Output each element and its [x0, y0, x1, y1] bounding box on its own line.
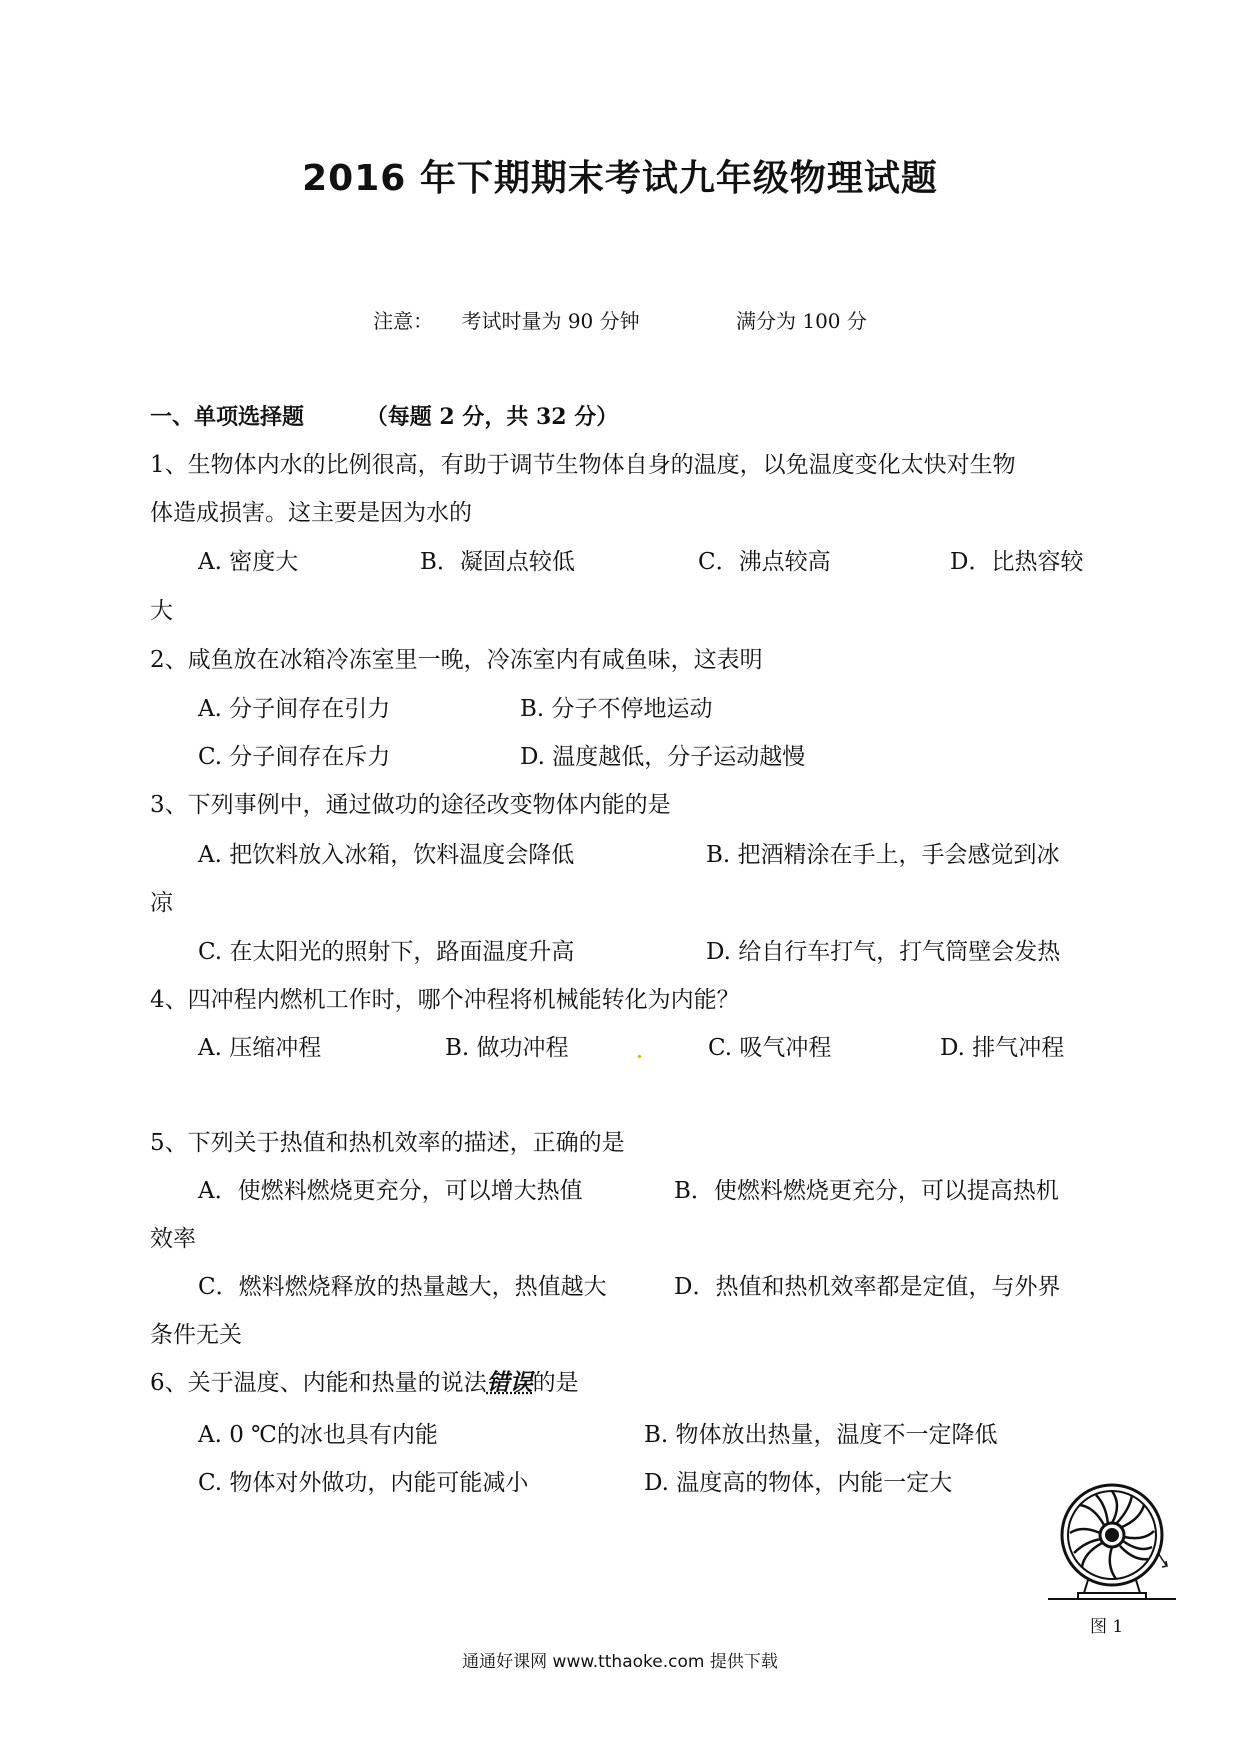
- q2-option-b: B. 分子不停地运动: [520, 696, 713, 722]
- q6-option-c: C. 物体对外做功，内能可能减小: [198, 1470, 529, 1496]
- q1-option-d-wrap: 大: [150, 598, 173, 624]
- q1-option-b: B．凝固点较低: [420, 549, 575, 575]
- q6-stem-post: 的是: [532, 1370, 579, 1396]
- q1-stem-line2: 体造成损害。这主要是因为水的: [150, 500, 472, 526]
- q5-option-c: C．燃料燃烧释放的热量越大，热值越大: [198, 1274, 607, 1300]
- q6-stem-emphasis: 错误: [486, 1369, 533, 1396]
- q6-option-d: D. 温度高的物体，内能一定大: [644, 1470, 953, 1496]
- page-footer: 通通好课网 www.tthaoke.com 提供下载: [462, 1652, 778, 1672]
- q2-option-d: D. 温度越低，分子运动越慢: [520, 744, 806, 770]
- q3-option-c: C. 在太阳光的照射下，路面温度升高: [198, 939, 575, 965]
- q2-stem: 2、咸鱼放在冰箱冷冻室里一晚，冷冻室内有咸鱼味，这表明: [150, 647, 763, 673]
- q6-stem: [150, 1368, 579, 1398]
- notice-time: 考试时量为 90 分钟: [461, 309, 640, 333]
- q4-stem: 4、四冲程内燃机工作时，哪个冲程将机械能转化为内能？: [150, 987, 740, 1013]
- q5-option-d-wrap: 条件无关: [150, 1322, 242, 1348]
- q3-option-d: D. 给自行车打气，打气筒壁会发热: [706, 939, 1061, 965]
- q3-option-b: B. 把酒精涂在手上，手会感觉到冰: [706, 842, 1060, 868]
- q1-option-a: A. 密度大: [198, 549, 299, 575]
- exam-notice: [0, 305, 1240, 334]
- q3-option-a: A. 把饮料放入冰箱，饮料温度会降低: [198, 842, 575, 868]
- q5-option-d: D．热值和热机效率都是定值，与外界: [674, 1274, 1061, 1300]
- q5-option-a: A．使燃料燃烧更充分，可以增大热值: [198, 1178, 583, 1204]
- scan-speck: [638, 1055, 641, 1058]
- section-title: 一、单项选择题: [150, 404, 305, 430]
- notice-score: 满分为 100 分: [736, 309, 867, 333]
- section-note: （每题 2 分，共 32 分）: [365, 404, 619, 430]
- q2-option-a: A. 分子间存在引力: [198, 696, 391, 722]
- q6-option-b: B. 物体放出热量，温度不一定降低: [644, 1422, 998, 1448]
- q6-option-a: A. 0 ℃的冰也具有内能: [198, 1422, 438, 1448]
- section-heading: [150, 400, 618, 431]
- q5-stem: 5、下列关于热值和热机效率的描述，正确的是: [150, 1130, 625, 1156]
- q4-option-a: A. 压缩冲程: [198, 1035, 322, 1061]
- q4-option-b: B. 做功冲程: [445, 1035, 569, 1061]
- q6-stem-pre: 6、关于温度、内能和热量的说法: [150, 1370, 487, 1396]
- q3-option-b-wrap: 凉: [150, 890, 173, 916]
- notice-label: 注意：: [373, 309, 434, 333]
- q4-option-c: C. 吸气冲程: [708, 1035, 832, 1061]
- q5-option-b: B．使燃料燃烧更充分，可以提高热机: [674, 1178, 1059, 1204]
- q1-option-d: D．比热容较: [950, 549, 1084, 575]
- figure-caption: 图 1: [1090, 1617, 1124, 1637]
- q2-option-c: C. 分子间存在斥力: [198, 744, 391, 770]
- q3-stem: 3、下列事例中，通过做功的途径改变物体内能的是: [150, 792, 671, 818]
- q1-stem-line1: 1、生物体内水的比例很高，有助于调节生物体自身的温度，以免温度变化太快对生物: [150, 452, 1016, 478]
- q5-option-b-wrap: 效率: [150, 1226, 196, 1252]
- q1-option-c: C．沸点较高: [698, 549, 831, 575]
- flywheel-icon: [1040, 1475, 1180, 1610]
- q4-option-d: D. 排气冲程: [940, 1035, 1065, 1061]
- page-title: 2016 年下期期末考试九年级物理试题: [302, 158, 938, 199]
